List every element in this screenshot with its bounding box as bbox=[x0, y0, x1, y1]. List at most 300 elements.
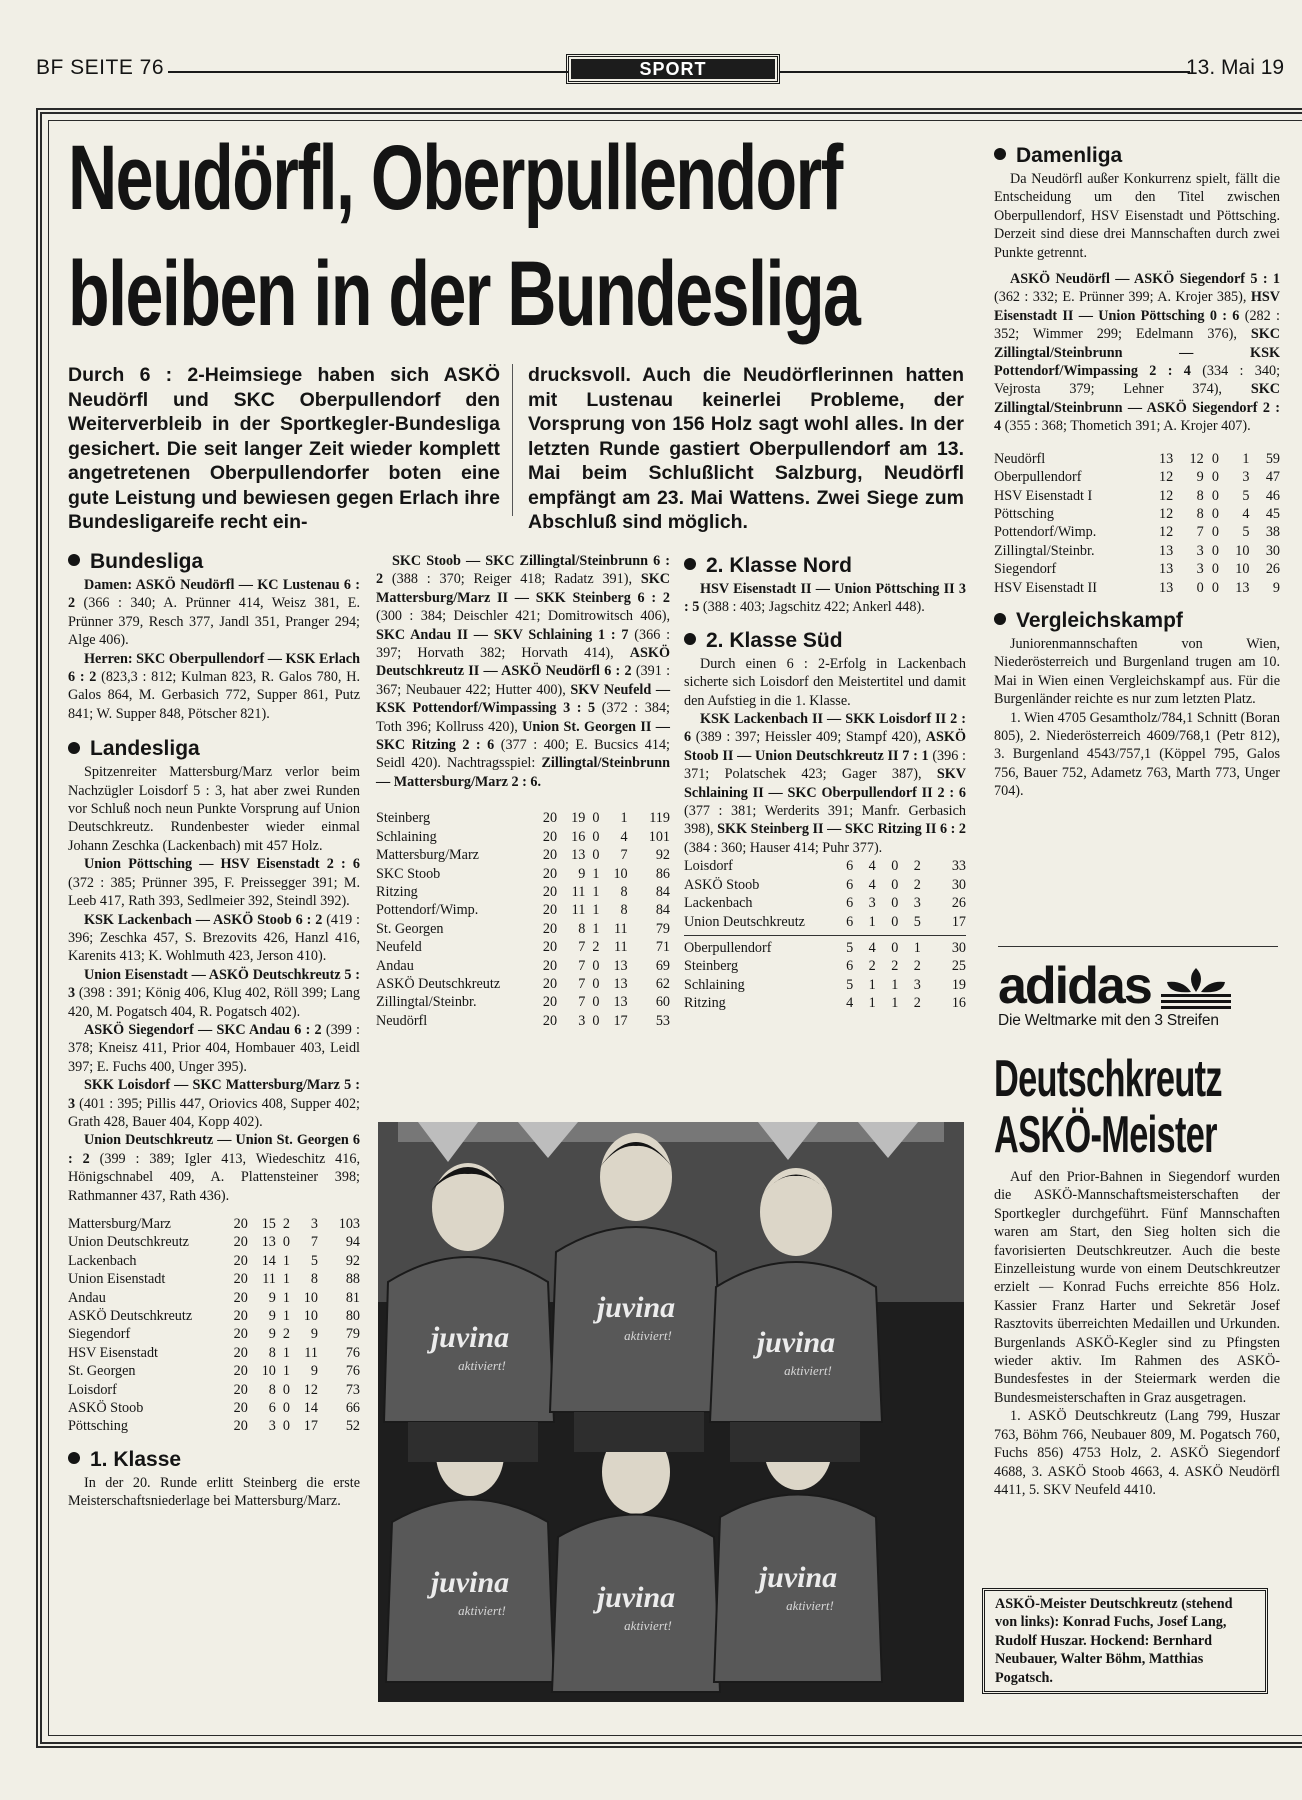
stat-cell: 0 bbox=[891, 858, 899, 875]
stat-cell: 12 bbox=[1159, 505, 1174, 522]
stat-cell: 26 bbox=[951, 895, 966, 912]
stat-cell: 1 bbox=[891, 995, 899, 1012]
stat-cell: 13 bbox=[261, 1234, 276, 1251]
shirt-subtext: aktiviert! bbox=[624, 1618, 672, 1633]
bullet-icon bbox=[684, 633, 696, 645]
stat-cell: 101 bbox=[648, 828, 670, 845]
stat-cell: 3 bbox=[1196, 542, 1204, 559]
stat-cell: 4 bbox=[868, 939, 876, 956]
column-1 bbox=[68, 546, 360, 1511]
page-number: BF SEITE 76 bbox=[36, 56, 165, 79]
stat-cell: 13 bbox=[1235, 579, 1250, 596]
team-name-cell: Pottendorf/Wimp. bbox=[376, 902, 479, 919]
photo-caption: ASKÖ-Meister Deutschkreutz (stehend von links): Konrad Fuchs, Josef Lang, Rudolf Huszar. Hockend: Bernhard Neubauer, Walter Böhm, Matthias Pogatsch. bbox=[982, 1588, 1268, 1694]
trefoil-icon bbox=[1159, 964, 1233, 1012]
team-name-cell: Lackenbach bbox=[68, 1252, 137, 1269]
stat-cell: 9 bbox=[1196, 469, 1204, 486]
stat-cell: 9 bbox=[578, 865, 586, 882]
stat-cell: 0 bbox=[592, 847, 600, 864]
stat-cell: 6 bbox=[846, 913, 854, 930]
intro-paragraph: In der 20. Runde erlitt Steinberg die erste Meisterschaftsniederlage bei Mattersburg/Marz. bbox=[68, 1474, 360, 1510]
team-name-cell: Loisdorf bbox=[68, 1381, 117, 1398]
stat-cell: 92 bbox=[655, 847, 670, 864]
result-paragraph: SKK Loisdorf — SKC Mattersburg/Marz 5 : 3 (401 : 395; Pillis 447, Oriovics 408, Supper 402; Grath 428, Bauer 404, Kopp 402). bbox=[68, 1077, 360, 1130]
team-name-cell: ASKÖ Deutschkreutz bbox=[68, 1308, 193, 1325]
stat-cell: 38 bbox=[1265, 524, 1280, 541]
table-row bbox=[684, 957, 966, 975]
table-row bbox=[376, 920, 670, 938]
shirt-text: juvina bbox=[430, 1321, 510, 1354]
stat-cell: 7 bbox=[578, 957, 586, 974]
result-paragraph: Union Deutschkreutz — Union St. Georgen 6 : 2 (399 : 389; Igler 413, Wiedeschitz 416, Hönigschnabel 409, A. Plattensteiner 398; Rathmanner 437, Rath 436). bbox=[68, 1132, 360, 1204]
stat-cell: 69 bbox=[655, 957, 670, 974]
shirt-subtext: aktiviert! bbox=[458, 1358, 506, 1373]
lead-divider bbox=[512, 364, 513, 516]
section-heading-1-klasse: 1. Klasse bbox=[68, 1446, 360, 1474]
stat-cell: 12 bbox=[1189, 450, 1204, 467]
stat-cell: 86 bbox=[655, 865, 670, 882]
meister-article bbox=[994, 1168, 1280, 1499]
stat-cell: 11 bbox=[571, 883, 586, 900]
column-3 bbox=[684, 550, 966, 1013]
stat-cell: 92 bbox=[345, 1252, 360, 1269]
stat-cell: 20 bbox=[542, 920, 558, 937]
intro-paragraph: Juniorenmannschaften von Wien, Niederösterreich und Burgenland trugen am 10. Mai in Wien einen Vergleichskampf aus. Für die Burgenländer reichte es nur zum letzten Platz. bbox=[994, 635, 1280, 708]
stat-cell: 20 bbox=[542, 883, 558, 900]
stat-cell: 20 bbox=[233, 1400, 248, 1417]
table-row bbox=[376, 975, 670, 993]
table-row bbox=[68, 1252, 360, 1270]
stat-cell: 1 bbox=[592, 883, 600, 900]
shirt-text: juvina bbox=[430, 1566, 510, 1599]
shirt-subtext: aktiviert! bbox=[784, 1363, 832, 1378]
stat-cell: 13 bbox=[613, 957, 628, 974]
stat-cell: 10 bbox=[303, 1289, 318, 1306]
table-row bbox=[376, 993, 670, 1011]
table-row bbox=[376, 883, 670, 901]
stat-cell: 0 bbox=[592, 828, 600, 845]
stat-cell: 45 bbox=[1265, 505, 1280, 522]
stat-cell: 9 bbox=[310, 1363, 318, 1380]
stat-cell: 6 bbox=[268, 1400, 276, 1417]
stat-cell: 6 bbox=[846, 876, 854, 893]
team-name-cell: HSV Eisenstadt I bbox=[994, 487, 1093, 504]
stat-cell: 8 bbox=[1196, 505, 1204, 522]
stat-cell: 8 bbox=[620, 883, 628, 900]
standings-table-1-klasse bbox=[376, 809, 670, 1030]
section-heading-vergleichskampf: Vergleichskampf bbox=[994, 607, 1280, 635]
stat-cell: 12 bbox=[303, 1381, 318, 1398]
lead-paragraph-right: drucksvoll. Auch die Neudörflerinnen hatten mit Lustenau keinerlei Probleme, der Vorsprung von 156 Holz sagt wohl alles. In der letzten Runde gastiert Oberpullendorf am 13. Mai beim Schlußlicht Salzburg, Neudörfl empfängt am 23. Mai Wattens. Zwei Siege zum Abschluß sind möglich. bbox=[528, 364, 964, 533]
stat-cell: 19 bbox=[571, 810, 586, 827]
table-row bbox=[684, 976, 966, 994]
stat-cell: 5 bbox=[846, 976, 854, 993]
stat-cell: 1 bbox=[592, 865, 600, 882]
team-name-cell: Mattersburg/Marz bbox=[376, 847, 479, 864]
stat-cell: 3 bbox=[868, 895, 876, 912]
stat-cell: 15 bbox=[261, 1216, 276, 1232]
stat-cell: 20 bbox=[542, 902, 558, 919]
stat-cell: 8 bbox=[578, 920, 586, 937]
stat-cell: 0 bbox=[891, 876, 899, 893]
stat-cell: 17 bbox=[951, 913, 966, 930]
stat-cell: 59 bbox=[1265, 450, 1280, 467]
stat-cell: 3 bbox=[1242, 469, 1250, 486]
stat-cell: 1 bbox=[282, 1271, 290, 1288]
stat-cell: 17 bbox=[613, 1012, 628, 1029]
table-row bbox=[994, 505, 1280, 523]
team-name-cell: St. Georgen bbox=[68, 1363, 136, 1380]
stat-cell: 0 bbox=[592, 957, 600, 974]
intro-paragraph: Spitzenreiter Mattersburg/Marz verlor beim Nachzügler Loisdorf 5 : 3, hat aber zwei Runden vor Schluß noch neun Punkte Vorsprung auf Union Deutschkreutz. Rundenbester wieder einmal Johann Zeschka (Lackenbach) mit 457 Holz. bbox=[68, 764, 360, 854]
table-row bbox=[68, 1362, 360, 1380]
stat-cell: 11 bbox=[262, 1271, 276, 1288]
table-row bbox=[376, 901, 670, 919]
stat-cell: 0 bbox=[1196, 579, 1204, 596]
stat-cell: 11 bbox=[613, 920, 628, 937]
table-row bbox=[376, 809, 670, 827]
stat-cell: 3 bbox=[310, 1216, 318, 1232]
stat-cell: 3 bbox=[268, 1418, 276, 1435]
stat-cell: 20 bbox=[233, 1344, 248, 1361]
result-paragraph: HSV Eisenstadt II — Union Pöttsching II 3 : 5 (388 : 403; Jagschitz 422; Ankerl 448). bbox=[684, 581, 966, 616]
stat-cell: 47 bbox=[1265, 469, 1280, 486]
team-name-cell: Loisdorf bbox=[684, 858, 733, 875]
stat-cell: 3 bbox=[578, 1012, 586, 1029]
stat-cell: 13 bbox=[1159, 450, 1174, 467]
stat-cell: 0 bbox=[282, 1418, 290, 1435]
stat-cell: 76 bbox=[345, 1363, 360, 1380]
standings-table-sued-a bbox=[684, 857, 966, 931]
team-name-cell: Pöttsching bbox=[68, 1418, 128, 1435]
table-row bbox=[684, 994, 966, 1012]
team-name-cell: Union Deutschkreutz bbox=[684, 913, 805, 930]
stat-cell: 1 bbox=[282, 1363, 290, 1380]
header-rule-left bbox=[168, 71, 568, 73]
team-photo bbox=[378, 1122, 964, 1702]
stat-cell: 20 bbox=[233, 1363, 248, 1380]
table-row bbox=[684, 857, 966, 875]
section-heading-bundesliga: Bundesliga bbox=[68, 548, 360, 576]
table-row bbox=[994, 542, 1280, 560]
stat-cell: 3 bbox=[913, 976, 921, 993]
stat-cell: 30 bbox=[1265, 542, 1280, 559]
stat-cell: 5 bbox=[846, 939, 854, 956]
stat-cell: 0 bbox=[1211, 505, 1219, 522]
table-row bbox=[684, 939, 966, 957]
header-rule-right bbox=[780, 71, 1190, 73]
stat-cell: 20 bbox=[542, 865, 558, 882]
stat-cell: 7 bbox=[578, 939, 586, 956]
stat-cell: 80 bbox=[345, 1308, 360, 1325]
stat-cell: 7 bbox=[620, 847, 628, 864]
table-row bbox=[684, 876, 966, 894]
results-paragraph: KSK Lackenbach II — SKK Loisdorf II 2 : 6 (389 : 397; Heissler 409; Stampf 420), ASKÖ Stoob II — Union Deutschkreutz II 7 : 1 (396 : 371; Polatschek 423; Gager 387), SKV Schlaining II — SKC Oberpullendorf II 2 : 6 (377 : 381; Werderits 391; Manfr. Gerbasich 398), SKK Steinberg II — SKC Ritzing II 6 : 2 (384 : 360; Hauser 414; Puhr 377). bbox=[684, 711, 966, 856]
bullet-icon bbox=[68, 554, 80, 566]
table-row bbox=[376, 828, 670, 846]
result-paragraph: Union Eisenstadt — ASKÖ Deutschkreutz 5 : 3 (398 : 391; König 406, Klug 402, Röll 399; Lang 420, M. Pogatsch 404, R. Pogatsch 402). bbox=[68, 966, 360, 1020]
intro-paragraph: Da Neudörfl außer Konkurrenz spielt, fällt die Entscheidung um den Titel zwischen Oberpullendorf, HSV Eisenstadt und Pöttsching. Derzeit sind diese drei Mannschaften durch zwei Punkte getrennt. bbox=[994, 171, 1280, 261]
standings-table-landesliga bbox=[68, 1215, 360, 1436]
stat-cell: 73 bbox=[345, 1381, 360, 1398]
stat-cell: 5 bbox=[1242, 524, 1250, 541]
stat-cell: 10 bbox=[303, 1308, 318, 1325]
stat-cell: 53 bbox=[655, 1012, 670, 1029]
stat-cell: 7 bbox=[578, 994, 586, 1011]
stat-cell: 10 bbox=[613, 865, 628, 882]
team-name-cell: HSV Eisenstadt bbox=[68, 1344, 158, 1361]
stat-cell: 1 bbox=[282, 1344, 290, 1361]
stat-cell: 25 bbox=[951, 958, 966, 975]
section-label: SPORT bbox=[571, 59, 775, 79]
stat-cell: 1 bbox=[868, 913, 876, 930]
stat-cell: 0 bbox=[282, 1234, 290, 1251]
stat-cell: 1 bbox=[592, 920, 600, 937]
stat-cell: 13 bbox=[1159, 579, 1174, 596]
stat-cell: 1 bbox=[868, 976, 876, 993]
stat-cell: 20 bbox=[542, 957, 558, 974]
stat-cell: 1 bbox=[1242, 450, 1250, 467]
team-name-cell: Zillingtal/Steinbr. bbox=[376, 994, 477, 1011]
table-row bbox=[68, 1417, 360, 1435]
stat-cell: 9 bbox=[268, 1326, 276, 1343]
bullet-icon bbox=[68, 1452, 80, 1464]
table-row bbox=[994, 579, 1280, 597]
stat-cell: 9 bbox=[268, 1289, 276, 1306]
stat-cell: 60 bbox=[655, 994, 670, 1011]
stat-cell: 1 bbox=[592, 902, 600, 919]
team-name-cell: Mattersburg/Marz bbox=[68, 1216, 171, 1232]
article-headline-line-1: Deutschkreutz bbox=[994, 1050, 1222, 1108]
standings-table-damenliga bbox=[994, 450, 1280, 597]
table-row bbox=[376, 1012, 670, 1030]
stat-cell: 71 bbox=[655, 939, 670, 956]
stat-cell: 5 bbox=[310, 1252, 318, 1269]
adidas-tagline: Die Weltmarke mit den 3 Streifen bbox=[998, 1012, 1219, 1029]
stat-cell: 103 bbox=[338, 1216, 360, 1232]
team-name-cell: Ritzing bbox=[376, 883, 418, 900]
stat-cell: 8 bbox=[268, 1381, 276, 1398]
column-2 bbox=[376, 552, 670, 1030]
team-name-cell: Oberpullendorf bbox=[994, 469, 1082, 486]
table-row bbox=[68, 1233, 360, 1251]
stat-cell: 9 bbox=[1272, 579, 1280, 596]
stat-cell: 3 bbox=[913, 895, 921, 912]
results-paragraph: ASKÖ Neudörfl — ASKÖ Siegendorf 5 : 1 (362 : 332; E. Prünner 399; A. Krojer 385), HSV Eisenstadt II — Union Pöttsching 0 : 6 (282 : 352; Wimmer 299; Edelmann 376), SKC Zillingtal/Steinbrunn — KSK Pottendorf/Wimpassing 2 : 4 (334 : 340; Vejrosta 379; Lehner 374), SKC Zillingtal/Steinbrunn — ASKÖ Siegendorf 2 : 4 (355 : 368; Thometich 391; A. Krojer 407). bbox=[994, 271, 1281, 435]
stat-cell: 20 bbox=[542, 810, 558, 827]
section-heading-landesliga: Landesliga bbox=[68, 735, 360, 763]
stat-cell: 2 bbox=[913, 995, 921, 1012]
stat-cell: 17 bbox=[303, 1418, 318, 1435]
stat-cell: 0 bbox=[282, 1381, 290, 1398]
stat-cell: 7 bbox=[310, 1234, 318, 1251]
team-name-cell: Ritzing bbox=[684, 995, 726, 1012]
team-name-cell: Neudörfl bbox=[376, 1012, 428, 1029]
stat-cell: 20 bbox=[542, 939, 558, 956]
team-name-cell: Andau bbox=[68, 1289, 106, 1306]
bullet-icon bbox=[994, 148, 1006, 160]
stat-cell: 2 bbox=[592, 939, 600, 956]
stat-cell: 8 bbox=[1196, 487, 1204, 504]
stat-cell: 0 bbox=[1211, 450, 1219, 467]
table-row bbox=[68, 1307, 360, 1325]
stat-cell: 0 bbox=[1211, 469, 1219, 486]
stat-cell: 1 bbox=[913, 939, 921, 956]
table-row bbox=[994, 450, 1280, 468]
stat-cell: 13 bbox=[1159, 542, 1174, 559]
team-name-cell: HSV Eisenstadt II bbox=[994, 579, 1097, 596]
stat-cell: 11 bbox=[304, 1344, 318, 1361]
stat-cell: 0 bbox=[592, 994, 600, 1011]
article-headline-line-2: ASKÖ-Meister bbox=[994, 1106, 1217, 1164]
result-paragraph: ASKÖ Siegendorf — SKC Andau 6 : 2 (399 : 378; Kneisz 411, Prior 404, Hombauer 403, Leidl 397; E. Fuchs 400, Unger 395). bbox=[68, 1021, 360, 1075]
stat-cell: 46 bbox=[1265, 487, 1280, 504]
stat-cell: 20 bbox=[233, 1326, 248, 1343]
stat-cell: 84 bbox=[655, 883, 670, 900]
stat-cell: 20 bbox=[542, 828, 558, 845]
stat-cell: 52 bbox=[345, 1418, 360, 1435]
stat-cell: 10 bbox=[1235, 542, 1250, 559]
stat-cell: 4 bbox=[868, 858, 876, 875]
team-photo-image bbox=[378, 1122, 964, 1702]
team-name-cell: Siegendorf bbox=[994, 561, 1057, 578]
team-name-cell: ASKÖ Stoob bbox=[68, 1400, 144, 1417]
team-name-cell: Lackenbach bbox=[684, 895, 753, 912]
team-name-cell: Pöttsching bbox=[994, 505, 1054, 522]
table-row bbox=[376, 865, 670, 883]
bullet-icon bbox=[68, 742, 80, 754]
stat-cell: 12 bbox=[1159, 487, 1174, 504]
stat-cell: 6 bbox=[846, 958, 854, 975]
stat-cell: 20 bbox=[542, 847, 558, 864]
stat-cell: 66 bbox=[345, 1400, 360, 1417]
stat-cell: 19 bbox=[951, 976, 966, 993]
team-name-cell: Schlaining bbox=[376, 828, 437, 845]
result-paragraph: 1. Wien 4705 Gesamtholz/784,1 Schnitt (Boran 805), 2. Niederösterreich 4609/768,1 (Petr 812), 3. Burgenland 4543/757,1 (Köppel 795, Galos 756, Bauer 752, Adametz 763, Marth 773, Unger 704). bbox=[994, 709, 1280, 800]
shirt-subtext: aktiviert! bbox=[786, 1598, 834, 1613]
team-name-cell: Pottendorf/Wimp. bbox=[994, 524, 1097, 541]
issue-date: 13. Mai 19 bbox=[1186, 56, 1285, 79]
stat-cell: 0 bbox=[891, 939, 899, 956]
stat-cell: 20 bbox=[233, 1418, 248, 1435]
stat-cell: 8 bbox=[310, 1271, 318, 1288]
table-row bbox=[68, 1325, 360, 1343]
shirt-subtext: aktiviert! bbox=[624, 1328, 672, 1343]
stat-cell: 20 bbox=[233, 1234, 248, 1251]
stat-cell: 20 bbox=[542, 975, 558, 992]
stat-cell: 20 bbox=[542, 994, 558, 1011]
stat-cell: 20 bbox=[542, 1012, 558, 1029]
standings-table-sued-b bbox=[684, 939, 966, 1013]
team-name-cell: Steinberg bbox=[684, 958, 739, 975]
stat-cell: 119 bbox=[649, 810, 670, 827]
stat-cell: 14 bbox=[303, 1400, 318, 1417]
shirt-subtext: aktiviert! bbox=[458, 1603, 506, 1618]
stat-cell: 1 bbox=[282, 1308, 290, 1325]
article-paragraph: Auf den Prior-Bahnen in Siegendorf wurden die ASKÖ-Mannschaftsmeisterschaften der Sportkegler durchgeführt. Fünf Mannschaften waren am Start, den Sieg holten sich die favorisierten Deutschkreutzer. Auch die beste Einzelleistung wurde von einem Deutschkreutzer erzielt — Konrad Fuchs erreichte 856 Holz. Kassier Franz Harter und Sekretär Josef Rasztovits überreichten Medaillen und Urkunden. Burgenlands ASKÖ-Kegler sind zu Pfingsten wieder aktiv. Im Rahmen des ASKÖ-Bundesfestes in der Steiermark werden die Bundesmeisterschaften in Graz ausgetragen. bbox=[994, 1169, 1280, 1406]
stat-cell: 12 bbox=[1159, 524, 1174, 541]
stat-cell: 9 bbox=[310, 1326, 318, 1343]
table-row bbox=[994, 468, 1280, 486]
team-name-cell: ASKÖ Stoob bbox=[684, 876, 760, 893]
result-paragraph: Herren: SKC Oberpullendorf — KSK Erlach 6 : 2 (823,3 : 812; Kulman 823, R. Galos 780, H. Galos 864, M. Gerbasich 772, Supper 861, Putz 841; W. Supper 848, Pötscher 821). bbox=[68, 650, 360, 722]
team-name-cell: ASKÖ Deutschkreutz bbox=[376, 975, 501, 992]
stat-cell: 20 bbox=[233, 1216, 248, 1232]
team-name-cell: Union Eisenstadt bbox=[68, 1271, 166, 1288]
stat-cell: 16 bbox=[951, 995, 966, 1012]
stat-cell: 33 bbox=[951, 858, 966, 875]
table-divider bbox=[684, 935, 966, 936]
stat-cell: 12 bbox=[1159, 469, 1174, 486]
stat-cell: 7 bbox=[578, 975, 586, 992]
section-heading-2-klasse-nord: 2. Klasse Nord bbox=[684, 552, 966, 580]
stat-cell: 3 bbox=[1196, 561, 1204, 578]
table-row bbox=[68, 1344, 360, 1362]
stat-cell: 0 bbox=[592, 810, 600, 827]
team-name-cell: SKC Stoob bbox=[376, 865, 441, 882]
team-name-cell: Union Deutschkreutz bbox=[68, 1234, 189, 1251]
stat-cell: 0 bbox=[592, 1012, 600, 1029]
table-row bbox=[68, 1270, 360, 1288]
team-name-cell: Andau bbox=[376, 957, 414, 974]
intro-paragraph: Durch einen 6 : 2-Erfolg in Lackenbach sicherte sich Loisdorf den Meistertitel und damit den Aufstieg in die 1. Klasse. bbox=[684, 655, 966, 709]
stat-cell: 94 bbox=[345, 1234, 360, 1251]
stat-cell: 2 bbox=[913, 958, 921, 975]
stat-cell: 5 bbox=[1242, 487, 1250, 504]
stat-cell: 0 bbox=[1211, 579, 1219, 596]
stat-cell: 4 bbox=[846, 995, 854, 1012]
stat-cell: 30 bbox=[951, 876, 966, 893]
section-heading-2-klasse-sued: 2. Klasse Süd bbox=[684, 627, 966, 655]
stat-cell: 6 bbox=[846, 858, 854, 875]
stat-cell: 79 bbox=[345, 1326, 360, 1343]
team-name-cell: Oberpullendorf bbox=[684, 939, 772, 956]
stat-cell: 6 bbox=[846, 895, 854, 912]
section-label-box bbox=[566, 54, 780, 84]
stat-cell: 20 bbox=[233, 1289, 248, 1306]
headline-line-1: Neudörfl, Oberpullendorf bbox=[68, 127, 842, 229]
stat-cell: 2 bbox=[282, 1216, 290, 1232]
team-name-cell: Neudörfl bbox=[994, 450, 1046, 467]
stat-cell: 0 bbox=[282, 1400, 290, 1417]
stat-cell: 62 bbox=[655, 975, 670, 992]
stat-cell: 13 bbox=[613, 994, 628, 1011]
stat-cell: 11 bbox=[571, 902, 586, 919]
stat-cell: 2 bbox=[868, 958, 876, 975]
stat-cell: 5 bbox=[913, 913, 921, 930]
team-name-cell: Neufeld bbox=[376, 939, 422, 956]
stat-cell: 16 bbox=[571, 828, 586, 845]
stat-cell: 1 bbox=[282, 1289, 290, 1306]
table-row bbox=[994, 560, 1280, 578]
stat-cell: 88 bbox=[345, 1271, 360, 1288]
stat-cell: 2 bbox=[913, 858, 921, 875]
bullet-icon bbox=[994, 613, 1006, 625]
shirt-text: juvina bbox=[596, 1291, 676, 1324]
stat-cell: 1 bbox=[282, 1252, 290, 1269]
stat-cell: 1 bbox=[620, 810, 628, 827]
stat-cell: 8 bbox=[620, 902, 628, 919]
stat-cell: 11 bbox=[613, 939, 628, 956]
result-paragraph: Damen: ASKÖ Neudörfl — KC Lustenau 6 : 2 (366 : 340; A. Prünner 414, Weisz 381, E. Prünner 379, Resch 377, Jandl 351, Pranger 294; Alge 406). bbox=[68, 577, 360, 649]
stat-cell: 30 bbox=[951, 939, 966, 956]
team-name-cell: Siegendorf bbox=[68, 1326, 131, 1343]
stat-cell: 2 bbox=[891, 958, 899, 975]
stat-cell: 79 bbox=[655, 920, 670, 937]
stat-cell: 0 bbox=[592, 975, 600, 992]
bullet-icon bbox=[684, 558, 696, 570]
table-row bbox=[68, 1215, 360, 1233]
